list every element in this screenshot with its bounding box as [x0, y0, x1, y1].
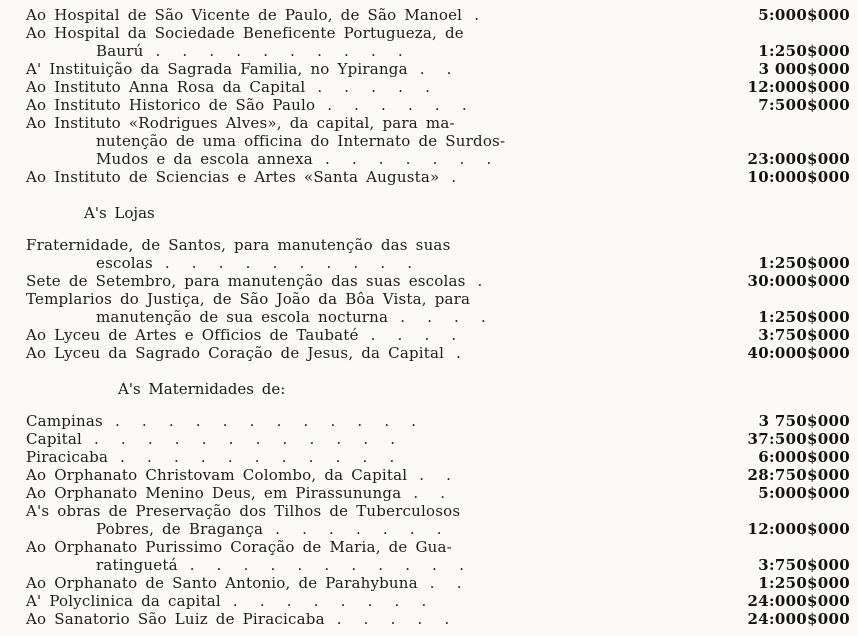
ledger-row — [26, 24, 850, 42]
dot-leader: . . . . . . . — [324, 150, 492, 168]
amount: 10:000$000 — [747, 168, 850, 186]
entry-text: A's obras de Preservação dos Tilhos de Tuberculosos — [26, 502, 461, 520]
ledger-row — [26, 592, 850, 610]
ledger-row — [26, 610, 850, 628]
dot-leader: . . — [419, 466, 452, 484]
dot-leader: . . — [419, 60, 452, 78]
dot-leader: . . . . . . . . . . . — [189, 556, 465, 574]
entry-text: Ao Orphanato de Santo Antonio, de Parahybuna — [26, 574, 418, 592]
amount: 7:500$000 — [758, 96, 850, 114]
amount: 24:000$000 — [747, 592, 850, 610]
ledger-row — [26, 326, 850, 344]
entry-text: Ao Hospital da Sociedade Beneficente Portugueza, de — [26, 24, 464, 42]
ledger-row — [26, 502, 850, 520]
section-heading: A's Maternidades de: — [118, 380, 286, 398]
ledger-row — [26, 168, 850, 186]
amount: 5:000$000 — [758, 6, 850, 24]
entry-text: nutenção de uma officina do Internato de Surdos- — [96, 132, 506, 150]
amount: 12:000$000 — [747, 520, 850, 538]
dot-leader: . . . . . . . . . . . . — [114, 412, 417, 430]
entry-text: Ao Instituto de Sciencias e Artes «Santa Augusta» — [26, 168, 440, 186]
amount: 1:250$000 — [758, 574, 850, 592]
amount: 5:000$000 — [758, 484, 850, 502]
amount: 28:750$000 — [747, 466, 850, 484]
entry-text: manutenção de sua escola nocturna — [96, 308, 389, 326]
entry-text: A' Instituição da Sagrada Familia, no Ypiranga — [26, 60, 408, 78]
amount: 3:750$000 — [758, 326, 850, 344]
dot-leader: . . . . . . — [327, 96, 467, 114]
amount: 1:250$000 — [758, 42, 850, 60]
entry-text: escolas — [96, 254, 153, 272]
ledger-row — [26, 290, 850, 308]
ledger-section — [26, 204, 850, 362]
entry-text: Ao Lyceu de Artes e Officios de Taubaté — [26, 326, 359, 344]
dot-leader: . — [451, 168, 457, 186]
amount: 12:000$000 — [747, 78, 850, 96]
ledger-row — [26, 556, 850, 574]
dot-leader: . . . . — [370, 326, 457, 344]
entry-text: Piracicaba — [26, 448, 109, 466]
entry-text: Baurú — [96, 42, 144, 60]
entry-text: Sete de Setembro, para manutenção das suas escolas — [26, 272, 466, 290]
ledger-row — [26, 272, 850, 290]
entry-text: Campinas — [26, 412, 103, 430]
amount: 37:500$000 — [747, 430, 850, 448]
section-heading: A's Lojas — [84, 204, 155, 222]
entry-text: Ao Hospital de São Vicente de Paulo, de São Manoel — [26, 6, 463, 24]
ledger-row — [26, 520, 850, 538]
dot-leader: . . . . . . . . . . . — [120, 448, 395, 466]
amount: 23:000$000 — [747, 150, 850, 168]
amount: 6:000$000 — [758, 448, 850, 466]
ledger-row — [26, 42, 850, 60]
ledger-row — [26, 448, 850, 466]
amount: 3:750$000 — [758, 556, 850, 574]
dot-leader: . . . . . — [336, 610, 450, 628]
dot-leader: . . — [429, 574, 462, 592]
dot-leader: . . . . . . . . — [232, 592, 427, 610]
amount: 3 750$000 — [758, 412, 850, 430]
entry-text: Ao Instituto «Rodrigues Alves», da capital, para ma- — [26, 114, 455, 132]
ledger-row — [26, 574, 850, 592]
dot-leader: . — [474, 6, 480, 24]
ledger-row — [26, 308, 850, 326]
ledger-row — [26, 538, 850, 556]
dot-leader: . . — [413, 484, 446, 502]
entry-text: Ao Orphanato Christovam Colombo, da Capital — [26, 466, 408, 484]
ledger-section — [26, 380, 850, 628]
ledger-row — [26, 6, 850, 24]
dot-leader: . . . . . . . . . . — [164, 254, 413, 272]
entry-text: Pobres, de Bragança — [96, 520, 264, 538]
ledger-row — [26, 96, 850, 114]
ledger-row — [26, 78, 850, 96]
entry-text: Capital — [26, 430, 82, 448]
entry-text: Ao Orphanato Menino Deus, em Pirassununga — [26, 484, 402, 502]
amount: 1:250$000 — [758, 254, 850, 272]
entry-text: Ao Instituto Historico de São Paulo — [26, 96, 316, 114]
ledger-row — [26, 412, 850, 430]
ledger-row — [26, 484, 850, 502]
ledger-row — [26, 236, 850, 254]
ledger-row — [26, 430, 850, 448]
entry-text: Ao Orphanato Purissimo Coração de Maria, de Gua- — [26, 538, 452, 556]
ledger-row — [26, 254, 850, 272]
ledger-row — [26, 150, 850, 168]
entry-text: Fraternidade, de Santos, para manutenção das suas — [26, 236, 451, 254]
entry-text: Ao Lyceu da Sagrado Coração de Jesus, da Capital — [26, 344, 445, 362]
entry-text: Mudos e da escola annexa — [96, 150, 313, 168]
entry-text: Ao Instituto Anna Rosa da Capital — [26, 78, 306, 96]
entry-text: ratinguetá — [96, 556, 178, 574]
dot-leader: . . . . . . . . . . — [155, 42, 403, 60]
ledger-row — [26, 114, 850, 132]
amount: 40:000$000 — [747, 344, 850, 362]
amount: 30:000$000 — [747, 272, 850, 290]
dot-leader: . . . . — [400, 308, 486, 326]
ledger-section — [26, 6, 850, 186]
entry-text: Ao Sanatorio São Luiz de Piracicaba — [26, 610, 325, 628]
dot-leader: . — [456, 344, 462, 362]
amount: 1:250$000 — [758, 308, 850, 326]
entry-text: Templarios do Justiça, de São João da Bôa Vista, para — [26, 290, 471, 308]
ledger-row — [26, 132, 850, 150]
dot-leader: . . . . . . . . . . . . — [94, 430, 396, 448]
ledger-row — [26, 60, 850, 78]
dot-leader: . . . . . . . — [275, 520, 442, 538]
entry-text: A' Polyclinica da capital — [26, 592, 221, 610]
ledger-row — [26, 344, 850, 362]
amount: 3 000$000 — [758, 60, 850, 78]
ledger-row — [26, 466, 850, 484]
dot-leader: . — [477, 272, 483, 290]
donations-ledger — [26, 6, 850, 628]
amount: 24:000$000 — [747, 610, 850, 628]
dot-leader: . . . . . — [317, 78, 431, 96]
